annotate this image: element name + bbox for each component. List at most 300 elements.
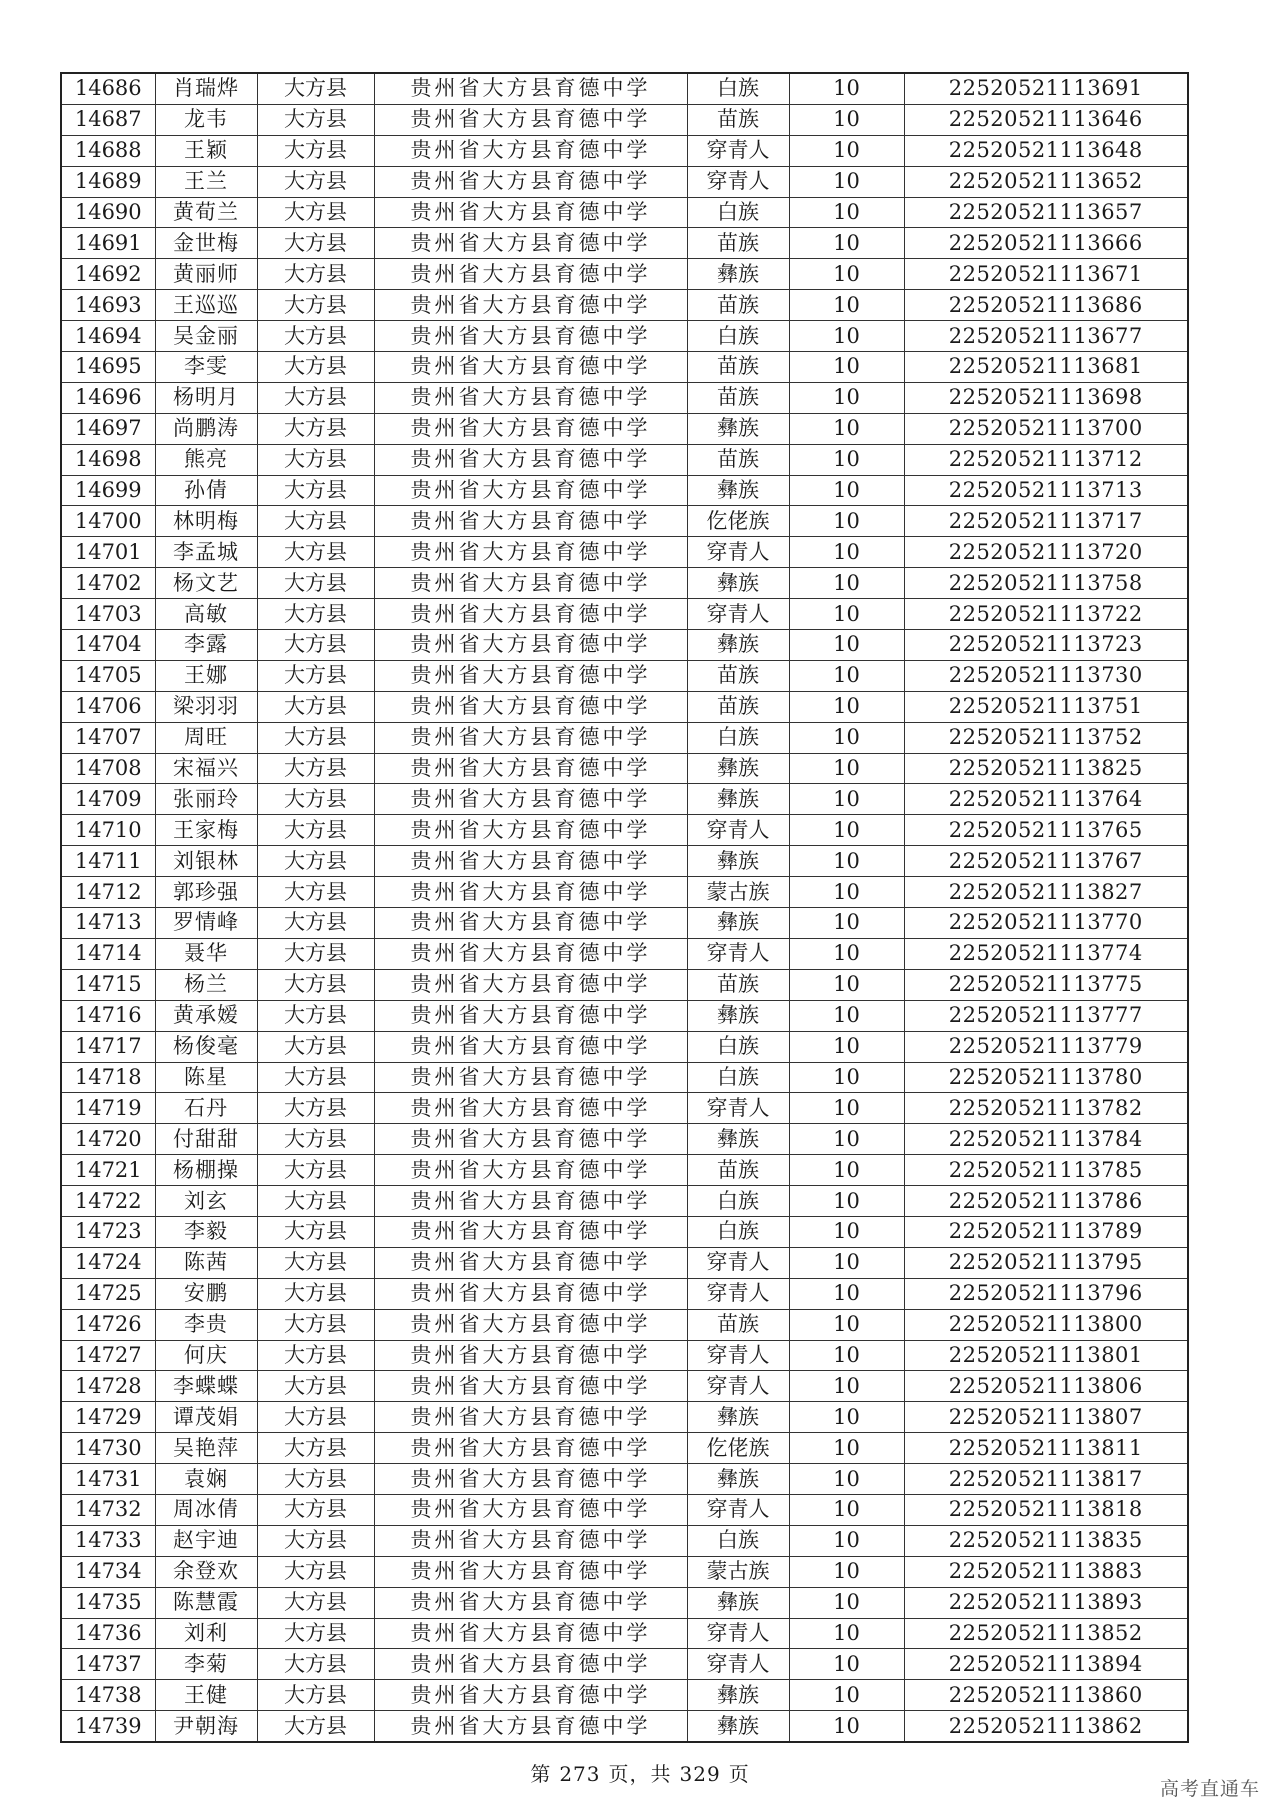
table-row	[61, 1371, 1188, 1402]
table-row	[61, 753, 1188, 784]
cell-grade: 10	[789, 1525, 904, 1556]
table-row	[61, 815, 1188, 846]
table-row	[61, 568, 1188, 599]
cell-exam-no: 22520521113779	[904, 1031, 1188, 1062]
table-row	[61, 1093, 1188, 1124]
cell-county: 大方县	[257, 1031, 374, 1062]
cell-grade: 10	[789, 969, 904, 1000]
cell-school: 贵州省大方县育德中学	[374, 506, 687, 537]
cell-exam-no: 22520521113784	[904, 1124, 1188, 1155]
cell-ethnicity: 彝族	[687, 753, 789, 784]
cell-name: 王巡巡	[155, 290, 257, 321]
table-row	[61, 1711, 1188, 1742]
cell-county: 大方县	[257, 537, 374, 568]
cell-school: 贵州省大方县育德中学	[374, 1680, 687, 1711]
cell-seq: 14713	[61, 908, 155, 939]
cell-exam-no: 22520521113883	[904, 1556, 1188, 1587]
page-mid: 页，共	[608, 1762, 672, 1786]
cell-exam-no: 22520521113782	[904, 1093, 1188, 1124]
cell-county: 大方县	[257, 290, 374, 321]
cell-exam-no: 22520521113770	[904, 908, 1188, 939]
cell-grade: 10	[789, 321, 904, 352]
cell-name: 杨明月	[155, 382, 257, 413]
cell-name: 石丹	[155, 1093, 257, 1124]
cell-seq: 14711	[61, 846, 155, 877]
cell-name: 付甜甜	[155, 1124, 257, 1155]
table-row	[61, 938, 1188, 969]
cell-grade: 10	[789, 382, 904, 413]
cell-school: 贵州省大方县育德中学	[374, 877, 687, 908]
cell-school: 贵州省大方县育德中学	[374, 228, 687, 259]
table-row	[61, 228, 1188, 259]
cell-seq: 14717	[61, 1031, 155, 1062]
cell-seq: 14710	[61, 815, 155, 846]
cell-seq: 14735	[61, 1587, 155, 1618]
cell-grade: 10	[789, 1340, 904, 1371]
cell-seq: 14714	[61, 938, 155, 969]
cell-exam-no: 22520521113801	[904, 1340, 1188, 1371]
cell-exam-no: 22520521113758	[904, 568, 1188, 599]
table-row	[61, 660, 1188, 691]
cell-school: 贵州省大方县育德中学	[374, 1618, 687, 1649]
table-row	[61, 784, 1188, 815]
cell-name: 李毅	[155, 1216, 257, 1247]
table-row	[61, 259, 1188, 290]
table-row	[61, 166, 1188, 197]
cell-exam-no: 22520521113666	[904, 228, 1188, 259]
cell-exam-no: 22520521113817	[904, 1464, 1188, 1495]
cell-ethnicity: 穿青人	[687, 1494, 789, 1525]
cell-county: 大方县	[257, 1278, 374, 1309]
cell-name: 吴金丽	[155, 321, 257, 352]
cell-exam-no: 22520521113774	[904, 938, 1188, 969]
cell-ethnicity: 彝族	[687, 784, 789, 815]
cell-school: 贵州省大方县育德中学	[374, 1649, 687, 1680]
cell-name: 龙韦	[155, 104, 257, 135]
cell-county: 大方县	[257, 568, 374, 599]
table-row	[61, 104, 1188, 135]
cell-name: 黄承嫒	[155, 1000, 257, 1031]
cell-name: 黄荀兰	[155, 197, 257, 228]
cell-ethnicity: 彝族	[687, 1124, 789, 1155]
cell-ethnicity: 苗族	[687, 969, 789, 1000]
cell-grade: 10	[789, 1062, 904, 1093]
cell-county: 大方县	[257, 1618, 374, 1649]
cell-name: 李露	[155, 630, 257, 661]
cell-school: 贵州省大方县育德中学	[374, 1464, 687, 1495]
cell-exam-no: 22520521113700	[904, 413, 1188, 444]
cell-grade: 10	[789, 290, 904, 321]
cell-county: 大方县	[257, 1711, 374, 1742]
cell-ethnicity: 苗族	[687, 660, 789, 691]
cell-ethnicity: 穿青人	[687, 135, 789, 166]
cell-seq: 14706	[61, 691, 155, 722]
table-row	[61, 135, 1188, 166]
cell-county: 大方县	[257, 1309, 374, 1340]
table-row	[61, 413, 1188, 444]
roster-sheet	[60, 72, 1187, 1743]
cell-grade: 10	[789, 599, 904, 630]
cell-exam-no: 22520521113751	[904, 691, 1188, 722]
cell-name: 李雯	[155, 352, 257, 383]
cell-county: 大方县	[257, 969, 374, 1000]
cell-school: 贵州省大方县育德中学	[374, 382, 687, 413]
cell-ethnicity: 穿青人	[687, 537, 789, 568]
cell-exam-no: 22520521113811	[904, 1433, 1188, 1464]
table-row	[61, 506, 1188, 537]
cell-grade: 10	[789, 1587, 904, 1618]
cell-grade: 10	[789, 1556, 904, 1587]
cell-grade: 10	[789, 630, 904, 661]
cell-school: 贵州省大方县育德中学	[374, 1124, 687, 1155]
cell-school: 贵州省大方县育德中学	[374, 1371, 687, 1402]
cell-exam-no: 22520521113767	[904, 846, 1188, 877]
cell-ethnicity: 苗族	[687, 691, 789, 722]
cell-school: 贵州省大方县育德中学	[374, 259, 687, 290]
cell-exam-no: 22520521113860	[904, 1680, 1188, 1711]
cell-school: 贵州省大方县育德中学	[374, 537, 687, 568]
cell-name: 梁羽羽	[155, 691, 257, 722]
cell-seq: 14721	[61, 1155, 155, 1186]
cell-seq: 14697	[61, 413, 155, 444]
cell-exam-no: 22520521113671	[904, 259, 1188, 290]
cell-grade: 10	[789, 104, 904, 135]
cell-exam-no: 22520521113796	[904, 1278, 1188, 1309]
cell-ethnicity: 彝族	[687, 1464, 789, 1495]
table-row	[61, 382, 1188, 413]
cell-name: 罗情峰	[155, 908, 257, 939]
cell-school: 贵州省大方县育德中学	[374, 1556, 687, 1587]
cell-county: 大方县	[257, 908, 374, 939]
cell-seq: 14727	[61, 1340, 155, 1371]
cell-county: 大方县	[257, 1000, 374, 1031]
cell-name: 安鹏	[155, 1278, 257, 1309]
cell-exam-no: 22520521113807	[904, 1402, 1188, 1433]
cell-ethnicity: 苗族	[687, 228, 789, 259]
cell-ethnicity: 苗族	[687, 382, 789, 413]
cell-seq: 14691	[61, 228, 155, 259]
cell-exam-no: 22520521113764	[904, 784, 1188, 815]
cell-ethnicity: 彝族	[687, 1680, 789, 1711]
cell-exam-no: 22520521113806	[904, 1371, 1188, 1402]
cell-exam-no: 22520521113894	[904, 1649, 1188, 1680]
cell-ethnicity: 苗族	[687, 444, 789, 475]
cell-name: 金世梅	[155, 228, 257, 259]
cell-school: 贵州省大方县育德中学	[374, 1340, 687, 1371]
cell-seq: 14722	[61, 1186, 155, 1217]
cell-seq: 14702	[61, 568, 155, 599]
table-row	[61, 1556, 1188, 1587]
cell-grade: 10	[789, 352, 904, 383]
cell-county: 大方县	[257, 166, 374, 197]
cell-name: 高敏	[155, 599, 257, 630]
cell-ethnicity: 彝族	[687, 475, 789, 506]
cell-ethnicity: 仡佬族	[687, 1433, 789, 1464]
cell-exam-no: 22520521113730	[904, 660, 1188, 691]
table-row	[61, 1340, 1188, 1371]
cell-name: 李贵	[155, 1309, 257, 1340]
cell-grade: 10	[789, 1155, 904, 1186]
cell-county: 大方县	[257, 1587, 374, 1618]
cell-seq: 14699	[61, 475, 155, 506]
cell-exam-no: 22520521113827	[904, 877, 1188, 908]
cell-exam-no: 22520521113723	[904, 630, 1188, 661]
cell-ethnicity: 彝族	[687, 413, 789, 444]
cell-seq: 14718	[61, 1062, 155, 1093]
cell-ethnicity: 彝族	[687, 1402, 789, 1433]
table-row	[61, 1464, 1188, 1495]
cell-school: 贵州省大方县育德中学	[374, 568, 687, 599]
cell-county: 大方县	[257, 444, 374, 475]
cell-seq: 14698	[61, 444, 155, 475]
cell-seq: 14695	[61, 352, 155, 383]
table-row	[61, 1587, 1188, 1618]
cell-ethnicity: 穿青人	[687, 166, 789, 197]
cell-ethnicity: 白族	[687, 1186, 789, 1217]
cell-exam-no: 22520521113786	[904, 1186, 1188, 1217]
table-row	[61, 969, 1188, 1000]
cell-seq: 14707	[61, 722, 155, 753]
cell-county: 大方县	[257, 815, 374, 846]
cell-school: 贵州省大方县育德中学	[374, 908, 687, 939]
cell-grade: 10	[789, 722, 904, 753]
cell-exam-no: 22520521113752	[904, 722, 1188, 753]
cell-school: 贵州省大方县育德中学	[374, 660, 687, 691]
table-row	[61, 1124, 1188, 1155]
cell-grade: 10	[789, 938, 904, 969]
cell-seq: 14688	[61, 135, 155, 166]
cell-name: 周冰倩	[155, 1494, 257, 1525]
cell-seq: 14693	[61, 290, 155, 321]
cell-exam-no: 22520521113717	[904, 506, 1188, 537]
cell-grade: 10	[789, 1711, 904, 1742]
cell-school: 贵州省大方县育德中学	[374, 1031, 687, 1062]
cell-grade: 10	[789, 537, 904, 568]
cell-seq: 14687	[61, 104, 155, 135]
cell-grade: 10	[789, 1093, 904, 1124]
cell-seq: 14694	[61, 321, 155, 352]
cell-exam-no: 22520521113825	[904, 753, 1188, 784]
cell-grade: 10	[789, 228, 904, 259]
cell-name: 宋福兴	[155, 753, 257, 784]
cell-seq: 14712	[61, 877, 155, 908]
cell-exam-no: 22520521113681	[904, 352, 1188, 383]
cell-ethnicity: 彝族	[687, 1587, 789, 1618]
cell-seq: 14723	[61, 1216, 155, 1247]
cell-name: 杨棚操	[155, 1155, 257, 1186]
cell-exam-no: 22520521113893	[904, 1587, 1188, 1618]
cell-name: 谭茂娟	[155, 1402, 257, 1433]
cell-exam-no: 22520521113713	[904, 475, 1188, 506]
cell-name: 王颖	[155, 135, 257, 166]
cell-name: 陈茜	[155, 1247, 257, 1278]
cell-seq: 14732	[61, 1494, 155, 1525]
cell-county: 大方县	[257, 846, 374, 877]
cell-school: 贵州省大方县育德中学	[374, 413, 687, 444]
cell-grade: 10	[789, 1680, 904, 1711]
cell-school: 贵州省大方县育德中学	[374, 166, 687, 197]
cell-county: 大方县	[257, 1247, 374, 1278]
cell-county: 大方县	[257, 382, 374, 413]
cell-name: 赵宇迪	[155, 1525, 257, 1556]
cell-ethnicity: 穿青人	[687, 1247, 789, 1278]
cell-seq: 14704	[61, 630, 155, 661]
cell-school: 贵州省大方县育德中学	[374, 475, 687, 506]
cell-grade: 10	[789, 660, 904, 691]
cell-county: 大方县	[257, 877, 374, 908]
cell-exam-no: 22520521113777	[904, 1000, 1188, 1031]
cell-grade: 10	[789, 1000, 904, 1031]
cell-school: 贵州省大方县育德中学	[374, 1494, 687, 1525]
cell-seq: 14731	[61, 1464, 155, 1495]
cell-ethnicity: 穿青人	[687, 1340, 789, 1371]
cell-grade: 10	[789, 135, 904, 166]
cell-grade: 10	[789, 908, 904, 939]
cell-name: 刘玄	[155, 1186, 257, 1217]
table-row	[61, 73, 1188, 104]
table-row	[61, 475, 1188, 506]
cell-seq: 14728	[61, 1371, 155, 1402]
cell-name: 袁娴	[155, 1464, 257, 1495]
cell-county: 大方县	[257, 352, 374, 383]
cell-school: 贵州省大方县育德中学	[374, 104, 687, 135]
cell-grade: 10	[789, 259, 904, 290]
cell-school: 贵州省大方县育德中学	[374, 1093, 687, 1124]
cell-name: 张丽玲	[155, 784, 257, 815]
cell-grade: 10	[789, 166, 904, 197]
cell-grade: 10	[789, 753, 904, 784]
cell-school: 贵州省大方县育德中学	[374, 1309, 687, 1340]
cell-school: 贵州省大方县育德中学	[374, 352, 687, 383]
cell-county: 大方县	[257, 1649, 374, 1680]
cell-county: 大方县	[257, 506, 374, 537]
cell-grade: 10	[789, 1309, 904, 1340]
cell-name: 李孟城	[155, 537, 257, 568]
cell-grade: 10	[789, 73, 904, 104]
cell-seq: 14689	[61, 166, 155, 197]
cell-county: 大方县	[257, 1340, 374, 1371]
table-row	[61, 1216, 1188, 1247]
cell-seq: 14724	[61, 1247, 155, 1278]
cell-school: 贵州省大方县育德中学	[374, 444, 687, 475]
cell-grade: 10	[789, 506, 904, 537]
table-row	[61, 1186, 1188, 1217]
cell-school: 贵州省大方县育德中学	[374, 1000, 687, 1031]
cell-school: 贵州省大方县育德中学	[374, 1216, 687, 1247]
cell-name: 刘利	[155, 1618, 257, 1649]
table-row	[61, 1618, 1188, 1649]
table-row	[61, 352, 1188, 383]
cell-name: 林明梅	[155, 506, 257, 537]
table-row	[61, 691, 1188, 722]
cell-ethnicity: 穿青人	[687, 1371, 789, 1402]
cell-school: 贵州省大方县育德中学	[374, 691, 687, 722]
cell-name: 李蝶蝶	[155, 1371, 257, 1402]
cell-exam-no: 22520521113862	[904, 1711, 1188, 1742]
cell-county: 大方县	[257, 938, 374, 969]
cell-seq: 14696	[61, 382, 155, 413]
cell-school: 贵州省大方县育德中学	[374, 753, 687, 784]
cell-school: 贵州省大方县育德中学	[374, 969, 687, 1000]
cell-seq: 14738	[61, 1680, 155, 1711]
cell-ethnicity: 苗族	[687, 1309, 789, 1340]
cell-exam-no: 22520521113789	[904, 1216, 1188, 1247]
cell-name: 余登欢	[155, 1556, 257, 1587]
cell-name: 王健	[155, 1680, 257, 1711]
cell-school: 贵州省大方县育德中学	[374, 1525, 687, 1556]
cell-county: 大方县	[257, 1155, 374, 1186]
cell-exam-no: 22520521113677	[904, 321, 1188, 352]
table-row	[61, 1649, 1188, 1680]
cell-county: 大方县	[257, 104, 374, 135]
cell-name: 熊亮	[155, 444, 257, 475]
cell-county: 大方县	[257, 1556, 374, 1587]
cell-seq: 14686	[61, 73, 155, 104]
cell-county: 大方县	[257, 197, 374, 228]
cell-name: 陈星	[155, 1062, 257, 1093]
cell-ethnicity: 白族	[687, 1031, 789, 1062]
cell-grade: 10	[789, 1278, 904, 1309]
cell-ethnicity: 彝族	[687, 846, 789, 877]
cell-seq: 14719	[61, 1093, 155, 1124]
cell-ethnicity: 蒙古族	[687, 1556, 789, 1587]
cell-name: 尹朝海	[155, 1711, 257, 1742]
cell-name: 杨兰	[155, 969, 257, 1000]
cell-name: 杨俊毫	[155, 1031, 257, 1062]
cell-seq: 14715	[61, 969, 155, 1000]
cell-name: 王家梅	[155, 815, 257, 846]
cell-grade: 10	[789, 1186, 904, 1217]
cell-grade: 10	[789, 1402, 904, 1433]
cell-school: 贵州省大方县育德中学	[374, 815, 687, 846]
cell-name: 刘银林	[155, 846, 257, 877]
cell-name: 李菊	[155, 1649, 257, 1680]
cell-county: 大方县	[257, 1216, 374, 1247]
cell-seq: 14701	[61, 537, 155, 568]
cell-ethnicity: 蒙古族	[687, 877, 789, 908]
cell-school: 贵州省大方县育德中学	[374, 73, 687, 104]
cell-exam-no: 22520521113818	[904, 1494, 1188, 1525]
roster-body	[61, 73, 1188, 1742]
cell-exam-no: 22520521113780	[904, 1062, 1188, 1093]
cell-name: 杨文艺	[155, 568, 257, 599]
cell-school: 贵州省大方县育德中学	[374, 599, 687, 630]
table-row	[61, 1433, 1188, 1464]
cell-seq: 14726	[61, 1309, 155, 1340]
cell-ethnicity: 彝族	[687, 1000, 789, 1031]
cell-exam-no: 22520521113800	[904, 1309, 1188, 1340]
cell-grade: 10	[789, 475, 904, 506]
table-row	[61, 599, 1188, 630]
cell-exam-no: 22520521113795	[904, 1247, 1188, 1278]
cell-county: 大方县	[257, 660, 374, 691]
table-row	[61, 1309, 1188, 1340]
cell-seq: 14737	[61, 1649, 155, 1680]
cell-exam-no: 22520521113785	[904, 1155, 1188, 1186]
cell-seq: 14690	[61, 197, 155, 228]
table-row	[61, 290, 1188, 321]
cell-seq: 14733	[61, 1525, 155, 1556]
page-prefix: 第	[530, 1762, 552, 1786]
cell-grade: 10	[789, 815, 904, 846]
table-row	[61, 1525, 1188, 1556]
cell-ethnicity: 苗族	[687, 1155, 789, 1186]
cell-grade: 10	[789, 197, 904, 228]
cell-county: 大方县	[257, 1371, 374, 1402]
cell-ethnicity: 穿青人	[687, 599, 789, 630]
cell-seq: 14700	[61, 506, 155, 537]
cell-county: 大方县	[257, 1124, 374, 1155]
